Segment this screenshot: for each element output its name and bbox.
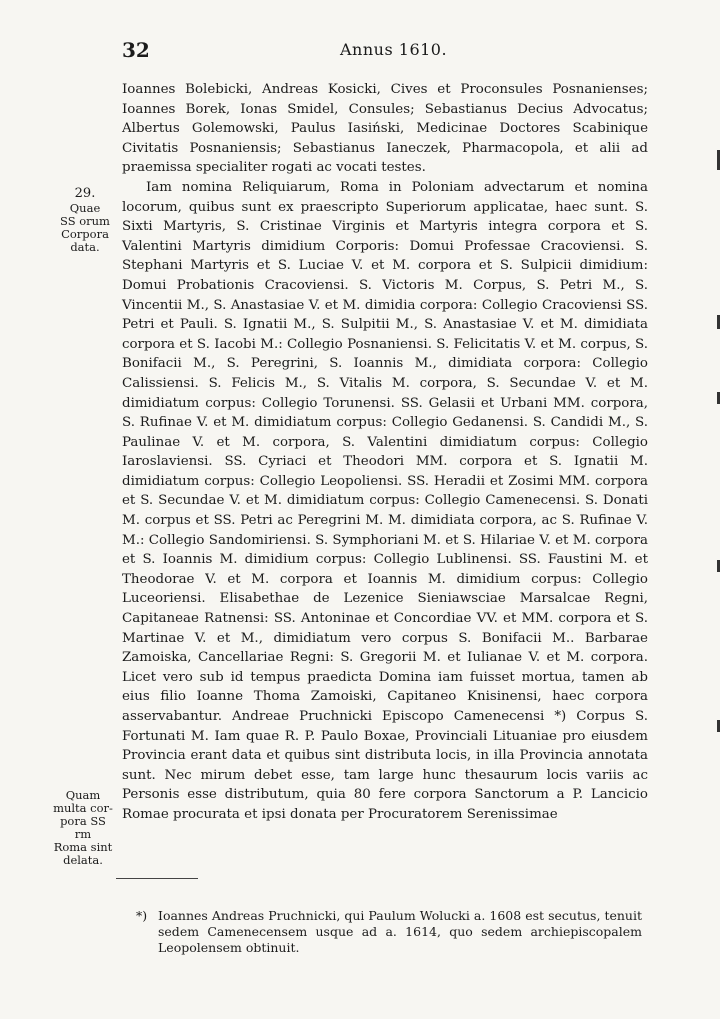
margin-note-line: Quam bbox=[65, 788, 101, 802]
paragraph-witnesses: Ioannes Bolebicki, Andreas Kosicki, Cives et Proconsules Posnanienses; Ioannes Borek, Ionas Smidel, Consules; Sebastianus Decius Advocatus; Albertus Golemowski, Paulus Iasiński, Medicinae Doctores Scabinique Civitatis Posnaniensis; Sebastianus Ianeczek, Pharmacopola, et alii ad praemissa specialiter rogati ac vocati testes. bbox=[122, 82, 648, 176]
margin-note-line: SS orum bbox=[60, 214, 110, 228]
paragraph-relics: Iam nomina Reliquiarum, Roma in Poloniam advectarum et nomina locorum, quibus sunt ex praescripto Superiorum applicatae, haec sunt. S. Sixti Martyris, S. Cristinae Virginis et Martyris integra corpora et S. Valentini Martyris dimidium Corporis: Domui Professae Cracoviensi. S. Stephani Martyris et S. Luciae V. et M. corpora et S. Sulpicii dimidium: Domui Probationis Cracoviensi. S. Victoris M. Corpus, S. Petri M., S. Vincentii M., S. Anastasiae V. et M. dimidia corpora: Collegio Cracoviensi SS. Petri et Pauli. S. Ignatii M., S. Sulpitii M., S. Anastasiae V. et M. dimidiata corpora et S. Iacobi M.: Collegio Posnaniensi. S. Felicitatis V. et M. corpus, S. Bonifacii M., S. Peregrini, S. Ioannis M., dimidiata corpora: Collegio Calissiensi. S. Felicis M., S. Vitalis M. corpora, S. Secundae V. et M. dimidiatum corpus: Collegio Torunensi. SS. Gelasii et Urbani MM. corpora, S. Rufinae V. et M. dimidiatum corpus: Collegio Gedanensi. S. Candidi M., S. Paulinae V. et M. corpora, S. Valentini dimidiatum corpus: Collegio Iaroslaviensi. SS. Cyriaci et Theodori MM. corpora et S. Ignatii M. dimidiatum corpus: Collegio Leopoliensi. SS. Heradii et Zosimi MM. corpora et S. Secundae V. et M. dimidiatum corpus: Collegio Camenecensi. S. Donati M. corpus et SS. Petri ac Peregrini M. M. dimidiata corpora, ac S. Rufinae V. M.: Collegio Sandomiriensi. S. Symphoriani M. et S. Hilariae V. et M. corpora et S. Ioannis M. dimidium corpus: Collegio Lublinensi. SS. Faustini M. et Theodorae V. et M. corpora et Ioannis M. dimidium corpus: Collegio Luceoriensi. Elisabethae de Lezenice Sieniawsciae Marsalcae Regni, Capitaneae Ratnensi: SS. Antoninae et Concordiae VV. et MM. corpora et S. Martinae V. et M., dimidiatum vero corpus S. Bonifacii M.. Barbarae Zamoiska, Cancellariae Regni: S. Gregorii M. et Iulianae V. et M. corpora. Licet vero sub id tempus praedicta Domina iam fuisset mortua, tamen ab eius filio Ioanne Thoma Zamoiski, Capitaneo Knisinensi, haec corpora asservabantur. Andreae Pruchnicki Episcopo Camenecensi *) Corpus S. Fortunati M. Iam quae R. P. Paulo Boxae, Provinciali Lituaniae pro eiusdem Provincia erant data et quibus sint distributa locis, in illa Provincia annotata sunt. Nec mirum debet esse, tam large hunc thesaurum locis variis ac Personis esse distributum, quia 80 fere corpora Sanctorum a P. Lancicio Romae procurata et ipsi donata per Procuratorem Serenissimae bbox=[122, 179, 648, 822]
margin-note-29 bbox=[54, 187, 116, 254]
margin-note-line: multa cor- bbox=[53, 801, 113, 815]
page-header bbox=[0, 38, 720, 68]
margin-note-line: delata. bbox=[63, 853, 103, 867]
main-text bbox=[122, 80, 648, 825]
footnote-mark: *) bbox=[136, 908, 148, 923]
footnote-divider bbox=[116, 878, 198, 879]
margin-note-line: Roma sint bbox=[53, 840, 113, 854]
running-head: Annus 1610. bbox=[340, 40, 448, 59]
margin-note-line: Corpora bbox=[61, 227, 109, 241]
margin-note-number: 29. bbox=[74, 186, 96, 201]
margin-note-line: data. bbox=[70, 240, 100, 254]
margin-note-quam bbox=[52, 789, 114, 867]
margin-note-line: pora SS rm bbox=[60, 814, 106, 841]
page-number: 32 bbox=[122, 38, 150, 62]
footnote-text: Ioannes Andreas Pruchnicki, qui Paulum Wolucki a. 1608 est secutus, tenuit sedem Camenecensem usque ad a. 1614, quo sedem archiepiscopalem Leopolensem obtinuit. bbox=[158, 908, 642, 955]
margin-note-line: Quae bbox=[69, 201, 101, 215]
footnote bbox=[136, 908, 642, 956]
